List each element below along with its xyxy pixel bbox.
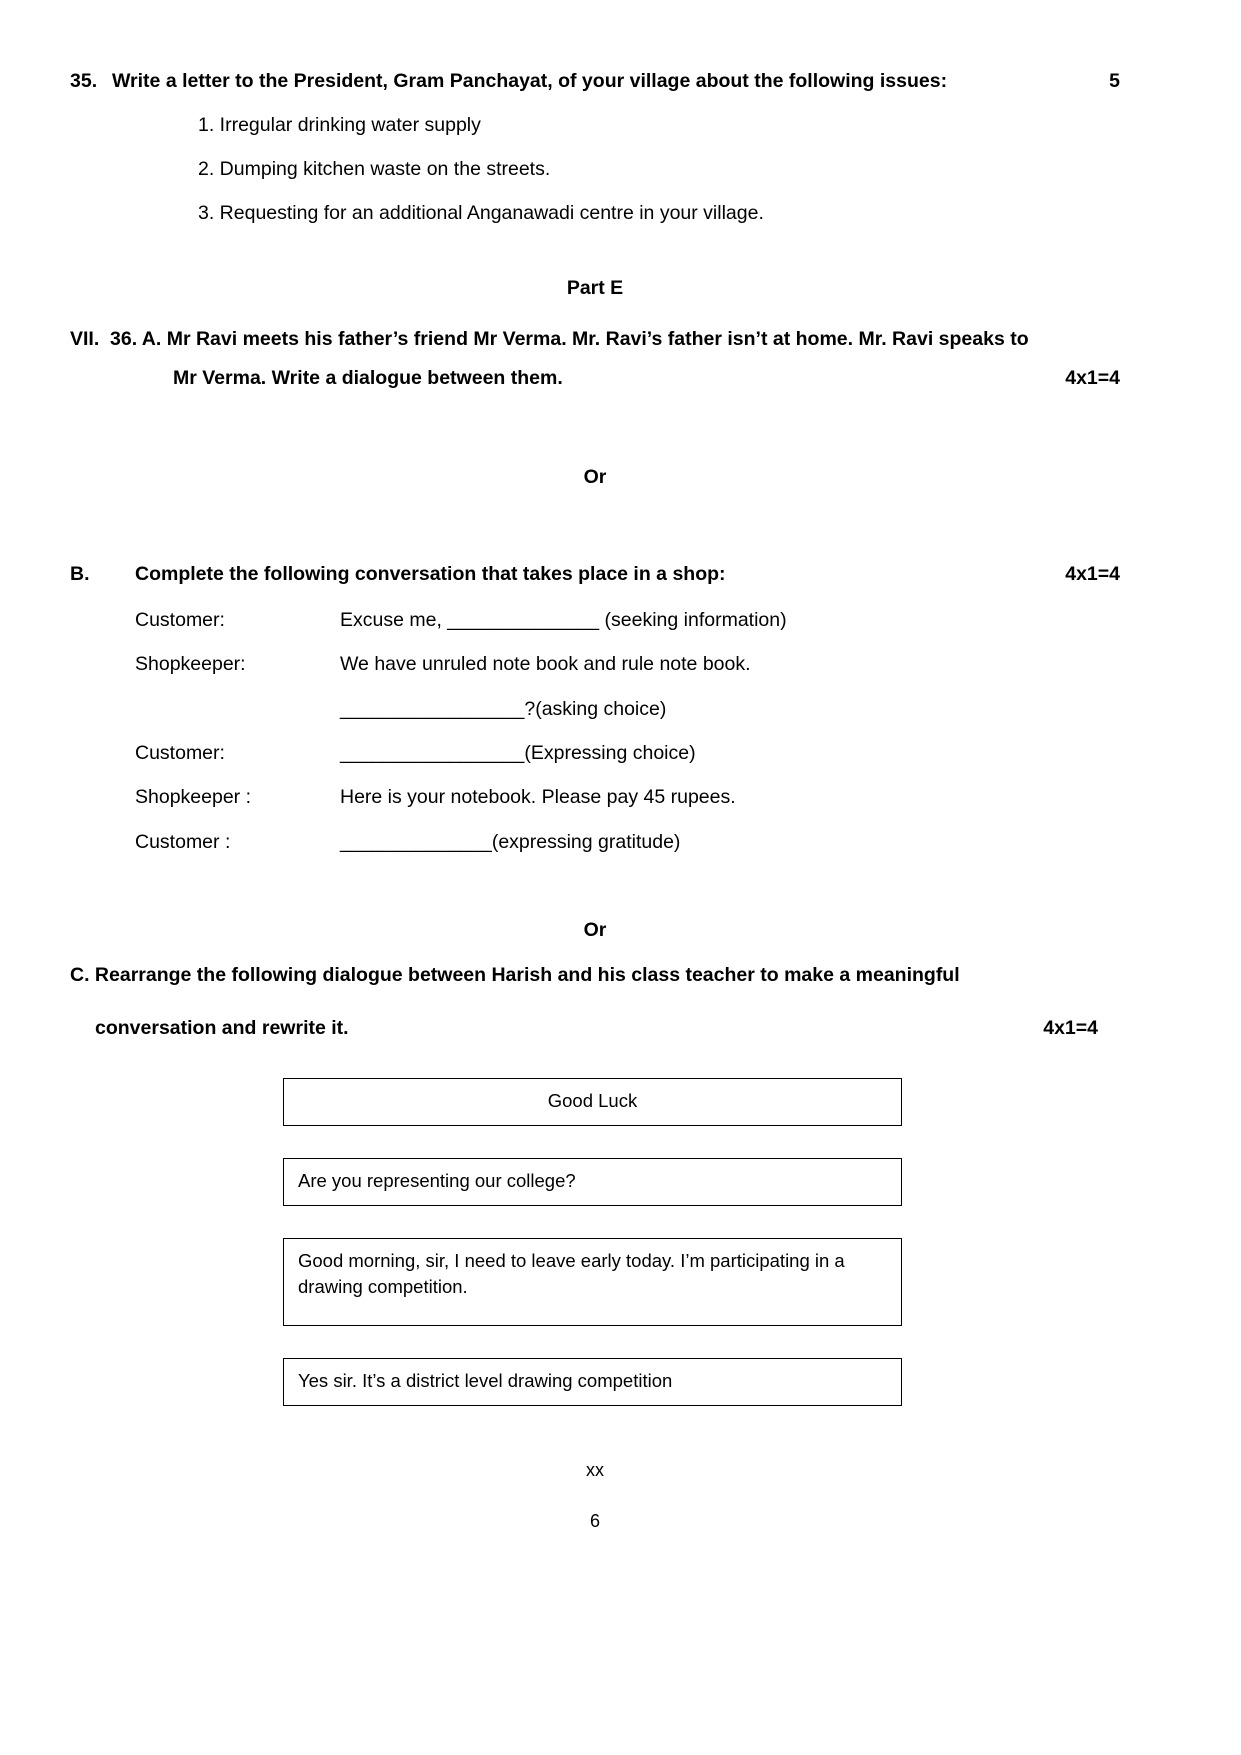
speaker-text: We have unruled note book and rule note book. <box>340 653 751 676</box>
dialogue-box-list <box>70 1078 1120 1407</box>
sub-item-1: 1. Irregular drinking water supply <box>198 114 481 137</box>
section-c-heading <box>70 962 1120 1042</box>
part-e-heading: Part E <box>566 277 624 300</box>
question-36 <box>70 326 1120 392</box>
or-divider-1: Or <box>583 465 607 488</box>
question-35-number: 35. <box>70 70 98 92</box>
shop-conversation <box>70 608 1120 855</box>
question-35-text: Write a letter to the President, Gram Panchayat, of your village about the following issues: <box>112 70 948 92</box>
speaker-label: Shopkeeper : <box>135 786 252 809</box>
section-c-line2: conversation and rewrite it. <box>95 1017 349 1040</box>
speaker-text: Here is your notebook. Please pay 45 rupees. <box>340 786 736 809</box>
speaker-label: Customer: <box>135 741 225 764</box>
question-36-line1: 36. A. Mr Ravi meets his father’s friend Mr Verma. Mr. Ravi’s father isn’t at home. Mr. Ravi speaks to <box>110 328 1029 351</box>
question-36-marks: 4x1=4 <box>1065 366 1120 389</box>
dialogue-box: Are you representing our college? <box>283 1158 902 1206</box>
question-36-line2: Mr Verma. Write a dialogue between them. <box>173 366 563 389</box>
section-b-letter: B. <box>70 562 90 585</box>
section-b-marks: 4x1=4 <box>1065 562 1120 585</box>
conversation-line <box>135 741 1120 766</box>
dialogue-box: Good Luck <box>283 1078 902 1126</box>
page-number: 6 <box>589 1511 600 1532</box>
section-b-heading <box>70 563 1120 586</box>
speaker-text: ______________(expressing gratitude) <box>340 830 681 853</box>
or-divider-2: Or <box>583 918 607 941</box>
conversation-line <box>135 608 1120 633</box>
conversation-line <box>135 785 1120 810</box>
question-35-marks: 5 <box>1109 70 1120 92</box>
question-35 <box>70 68 1120 94</box>
question-35-sub-items <box>70 114 1120 225</box>
speaker-label <box>135 697 340 722</box>
speaker-text: Excuse me, ______________ (seeking information) <box>340 608 787 631</box>
section-c-marks: 4x1=4 <box>1043 1017 1098 1040</box>
question-36-line2-row <box>110 365 1120 392</box>
speaker-text: _________________?(asking choice) <box>340 697 667 720</box>
speaker-text: _________________(Expressing choice) <box>340 741 696 764</box>
sub-item-3: 3. Requesting for an additional Anganawadi centre in your village. <box>198 202 764 225</box>
speaker-label: Shopkeeper: <box>135 653 246 676</box>
section-b-title: Complete the following conversation that takes place in a shop: <box>135 562 726 585</box>
section-c-line2-row <box>70 1015 1120 1041</box>
question-36-roman: VII. <box>70 328 100 351</box>
section-c-line1: C. Rearrange the following dialogue between Harish and his class teacher to make a meaningful <box>70 963 960 986</box>
speaker-label: Customer: <box>135 608 225 631</box>
dialogue-box: Good morning, sir, I need to leave early today. I’m participating in a drawing competition. <box>283 1238 902 1326</box>
speaker-label: Customer : <box>135 830 231 853</box>
conversation-line <box>135 830 1120 855</box>
conversation-line <box>135 652 1120 677</box>
page-content <box>70 68 1120 1532</box>
dialogue-box: Yes sir. It’s a district level drawing competition <box>283 1358 902 1406</box>
question-36-body <box>110 326 1120 392</box>
conversation-line <box>135 697 1120 722</box>
sub-item-2: 2. Dumping kitchen waste on the streets. <box>198 158 551 181</box>
footer-mark: xx <box>586 1460 604 1481</box>
